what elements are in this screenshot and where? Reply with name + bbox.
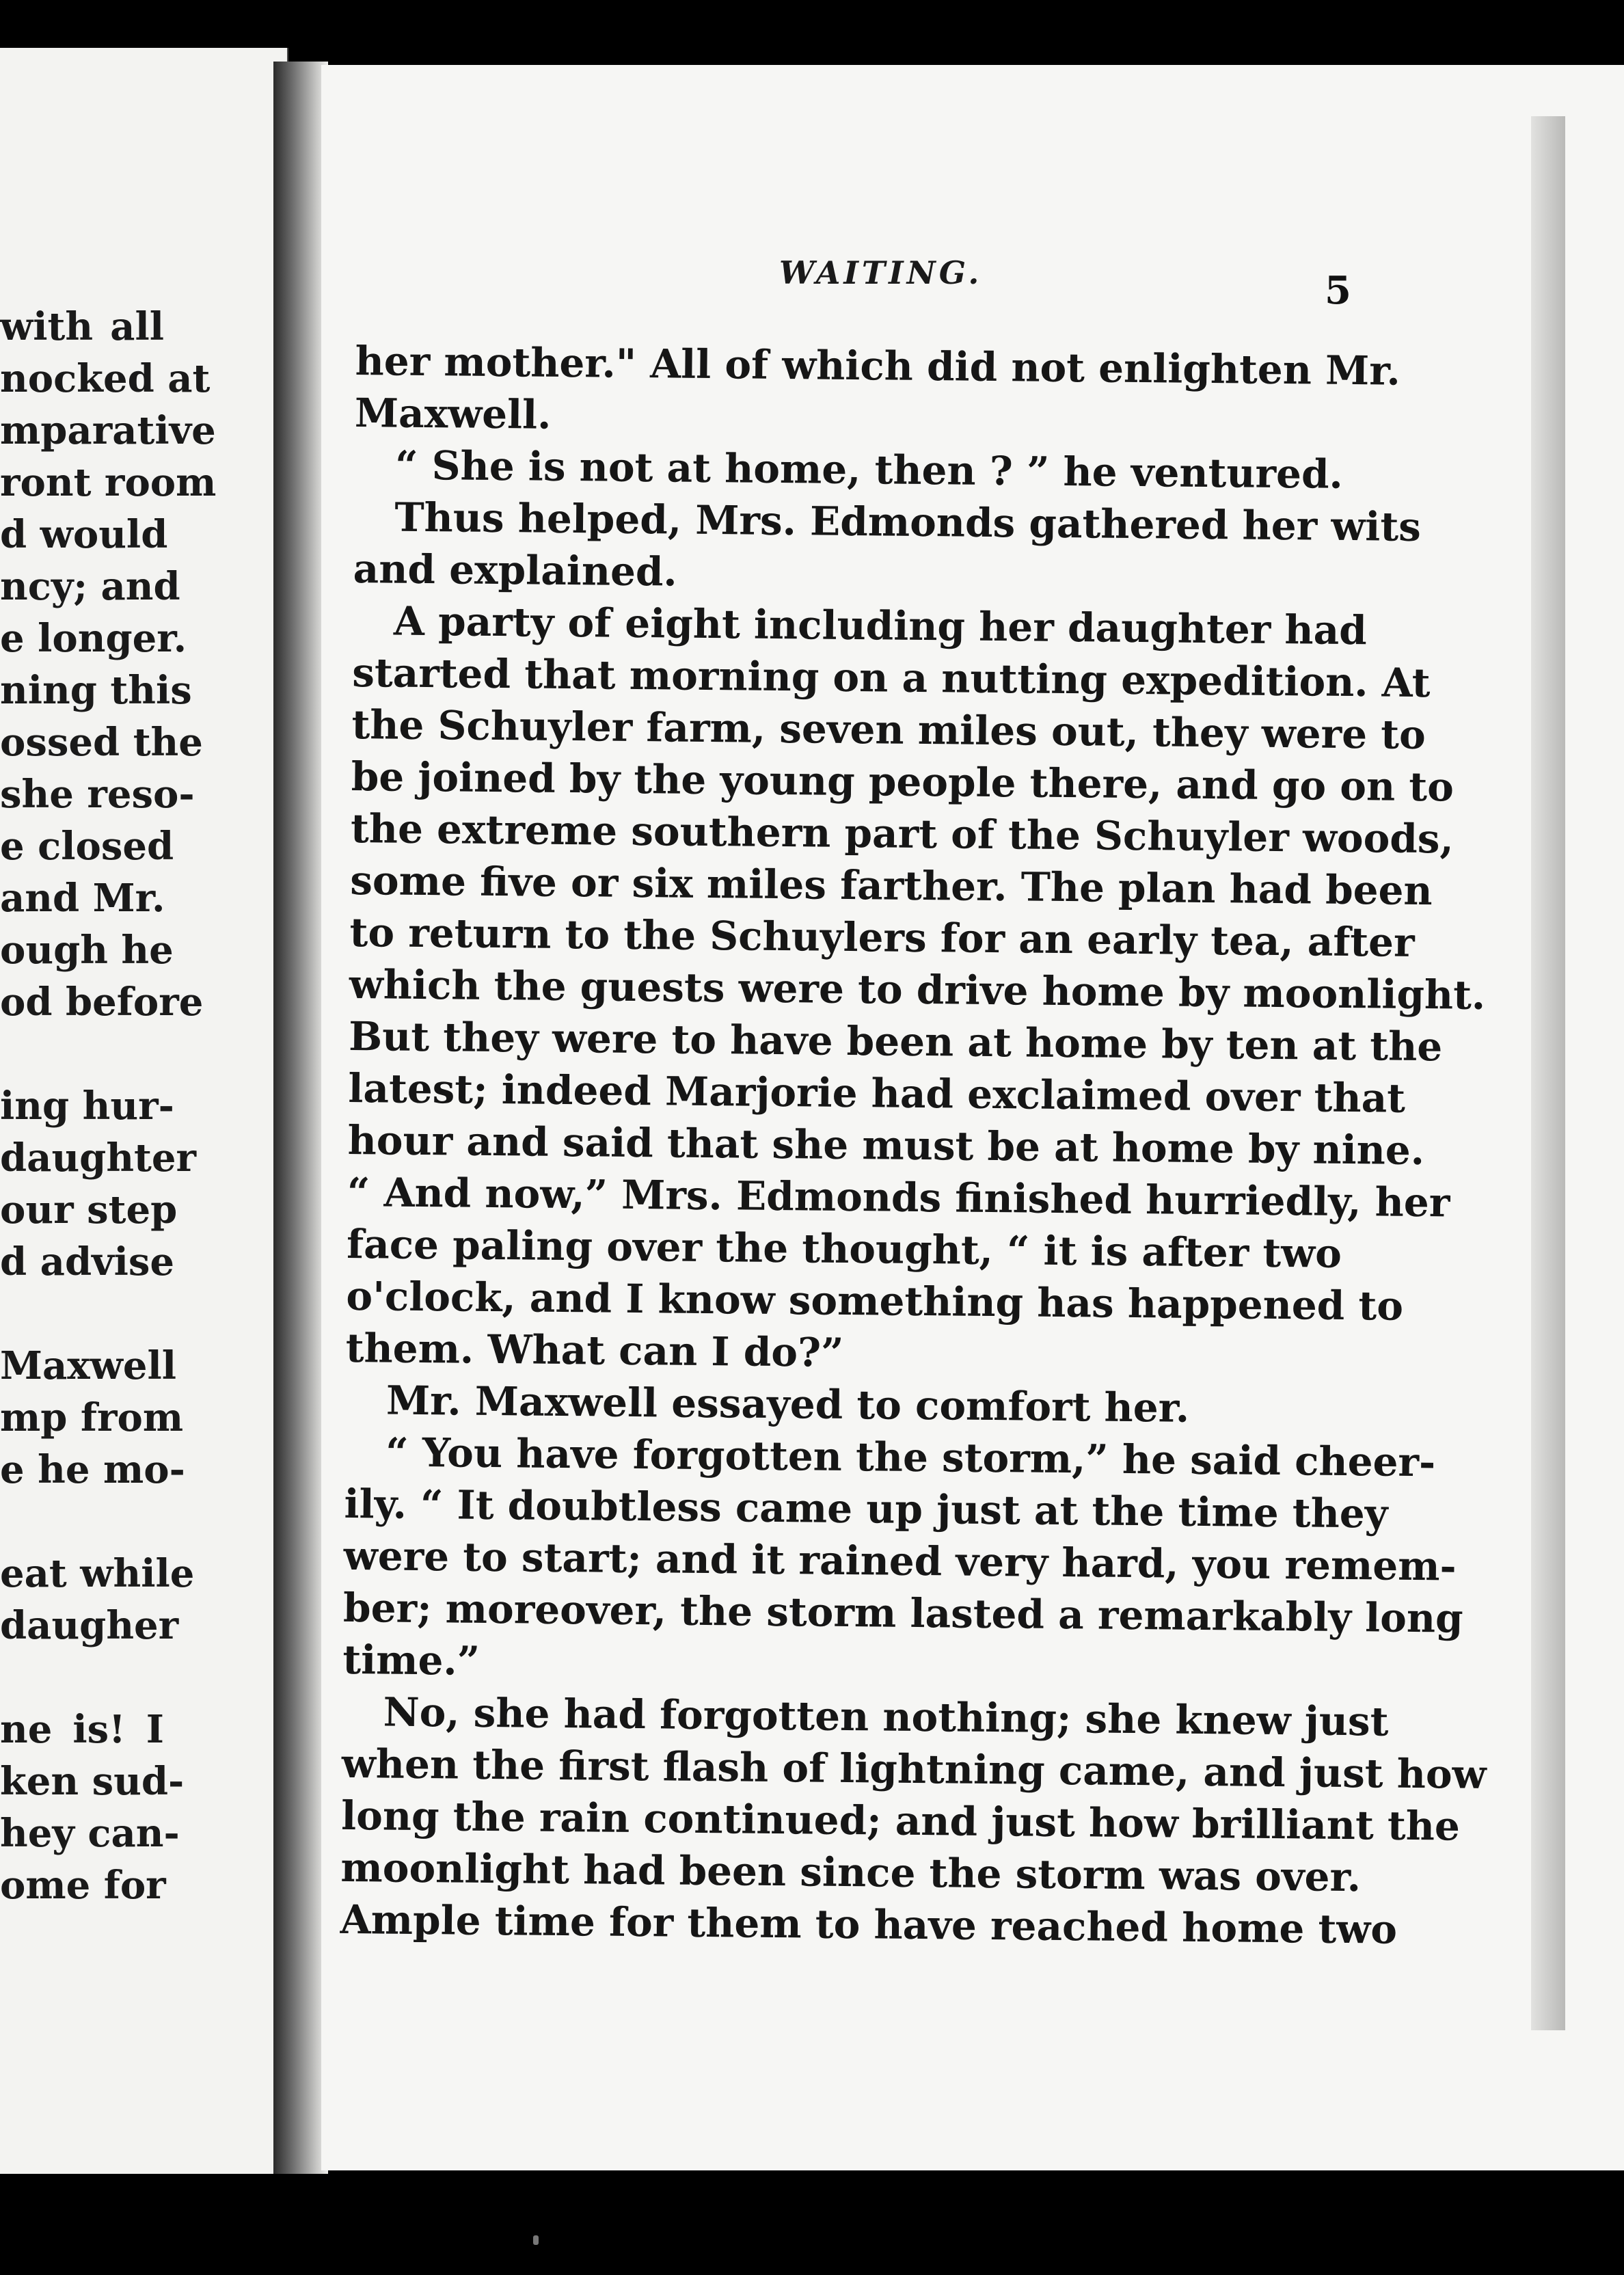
text-line: and explained. (353, 545, 678, 595)
left-page-line: Maxwell (0, 1343, 177, 1388)
left-page-line: ough he (0, 928, 174, 973)
text-line: But they were to have been at home by ten at the (348, 1012, 1443, 1071)
left-page-line: ne is! I (0, 1707, 164, 1752)
left-page-line: ncy; and (0, 564, 180, 609)
left-page-line: e closed (0, 824, 174, 869)
text-line: time.” (342, 1636, 481, 1684)
left-page-line: daughter (0, 1135, 197, 1181)
left-page-line: ossed the (0, 720, 203, 765)
book-gutter (273, 62, 328, 2174)
text-line: to return to the Schuylers for an early tea, after (349, 908, 1415, 966)
running-head: WAITING. (779, 254, 983, 291)
left-page-line: ken sud- (0, 1759, 185, 1804)
text-line: long the rain continued; and just how brilliant the (340, 1792, 1461, 1850)
text-line: “ You have forgotten the storm,” he said cheer- (385, 1429, 1436, 1486)
text-line: started that morning on a nutting expedition. At (351, 649, 1431, 707)
text-line: Mr. Maxwell essayed to comfort her. (385, 1377, 1190, 1431)
left-page-line: d advise (0, 1239, 175, 1284)
left-page-line: and Mr. (0, 876, 165, 921)
text-line: Maxwell. (354, 389, 552, 438)
left-page-line: d would (0, 512, 168, 557)
text-line: be joined by the young people there, and go on to (351, 753, 1454, 811)
text-line: hour and said that she must be at home by nine. (347, 1116, 1425, 1174)
page-edge-shadow (1531, 116, 1565, 2030)
left-page-line: ning this (0, 668, 192, 713)
text-line: No, she had forgotten nothing; she knew just (383, 1688, 1389, 1745)
left-page-line: our step (0, 1187, 178, 1233)
page-number: 5 (1325, 268, 1351, 313)
text-line: ber; moreover, the storm lasted a remarkably long (342, 1584, 1463, 1642)
left-page-line: daugher (0, 1603, 179, 1648)
scan-speck (533, 2235, 539, 2245)
left-page-line: mparative (0, 408, 216, 453)
left-page-line: ing hur- (0, 1083, 174, 1129)
text-line: which the guests were to drive home by moonlight. (349, 960, 1486, 1019)
text-line: the extreme southern part of the Schuyler woods, (350, 805, 1454, 863)
text-line: “ She is not at home, then ? ” he ventured. (394, 442, 1344, 498)
text-line: o'clock, and I know something has happened to (346, 1272, 1404, 1330)
text-line: were to start; and it rained very hard, you remem- (343, 1532, 1457, 1590)
left-page-line: od before (0, 980, 204, 1025)
text-line: latest; indeed Marjorie had exclaimed over that (348, 1064, 1406, 1122)
left-page-line: nocked at (0, 356, 211, 401)
left-page (0, 48, 288, 2174)
left-page-line: hey can- (0, 1811, 180, 1856)
left-page-line: with all (0, 304, 164, 349)
text-line: Ample time for them to have reached home two (340, 1896, 1398, 1953)
text-line: the Schuyler farm, seven miles out, they were to (351, 701, 1426, 759)
left-page-line: ome for (0, 1863, 166, 1908)
left-page-line: mp from (0, 1395, 184, 1440)
text-line: “ And now,” Mrs. Edmonds finished hurriedly, her (347, 1168, 1450, 1226)
text-line: face paling over the thought, “ it is after two (346, 1220, 1342, 1277)
text-line: A party of eight including her daughter had (393, 597, 1368, 654)
left-page-line: e he mo- (0, 1447, 185, 1492)
text-line: moonlight had been since the storm was over. (340, 1844, 1362, 1901)
text-line: some five or six miles farther. The plan had been (350, 857, 1433, 915)
text-line: ily. “ It doubtless came up just at the time they (344, 1480, 1388, 1537)
text-line: them. What can I do?” (345, 1324, 844, 1376)
left-page-line: ront room (0, 460, 217, 505)
body-text (340, 335, 1487, 1955)
text-line: Thus helped, Mrs. Edmonds gathered her wits (394, 494, 1422, 550)
text-line: her mother." All of which did not enlighten Mr. (355, 337, 1401, 394)
left-page-line: eat while (0, 1551, 195, 1596)
left-page-line: e longer. (0, 616, 187, 661)
text-line: when the first flash of lightning came, and just how (341, 1740, 1487, 1798)
left-page-line: she reso- (0, 772, 195, 817)
